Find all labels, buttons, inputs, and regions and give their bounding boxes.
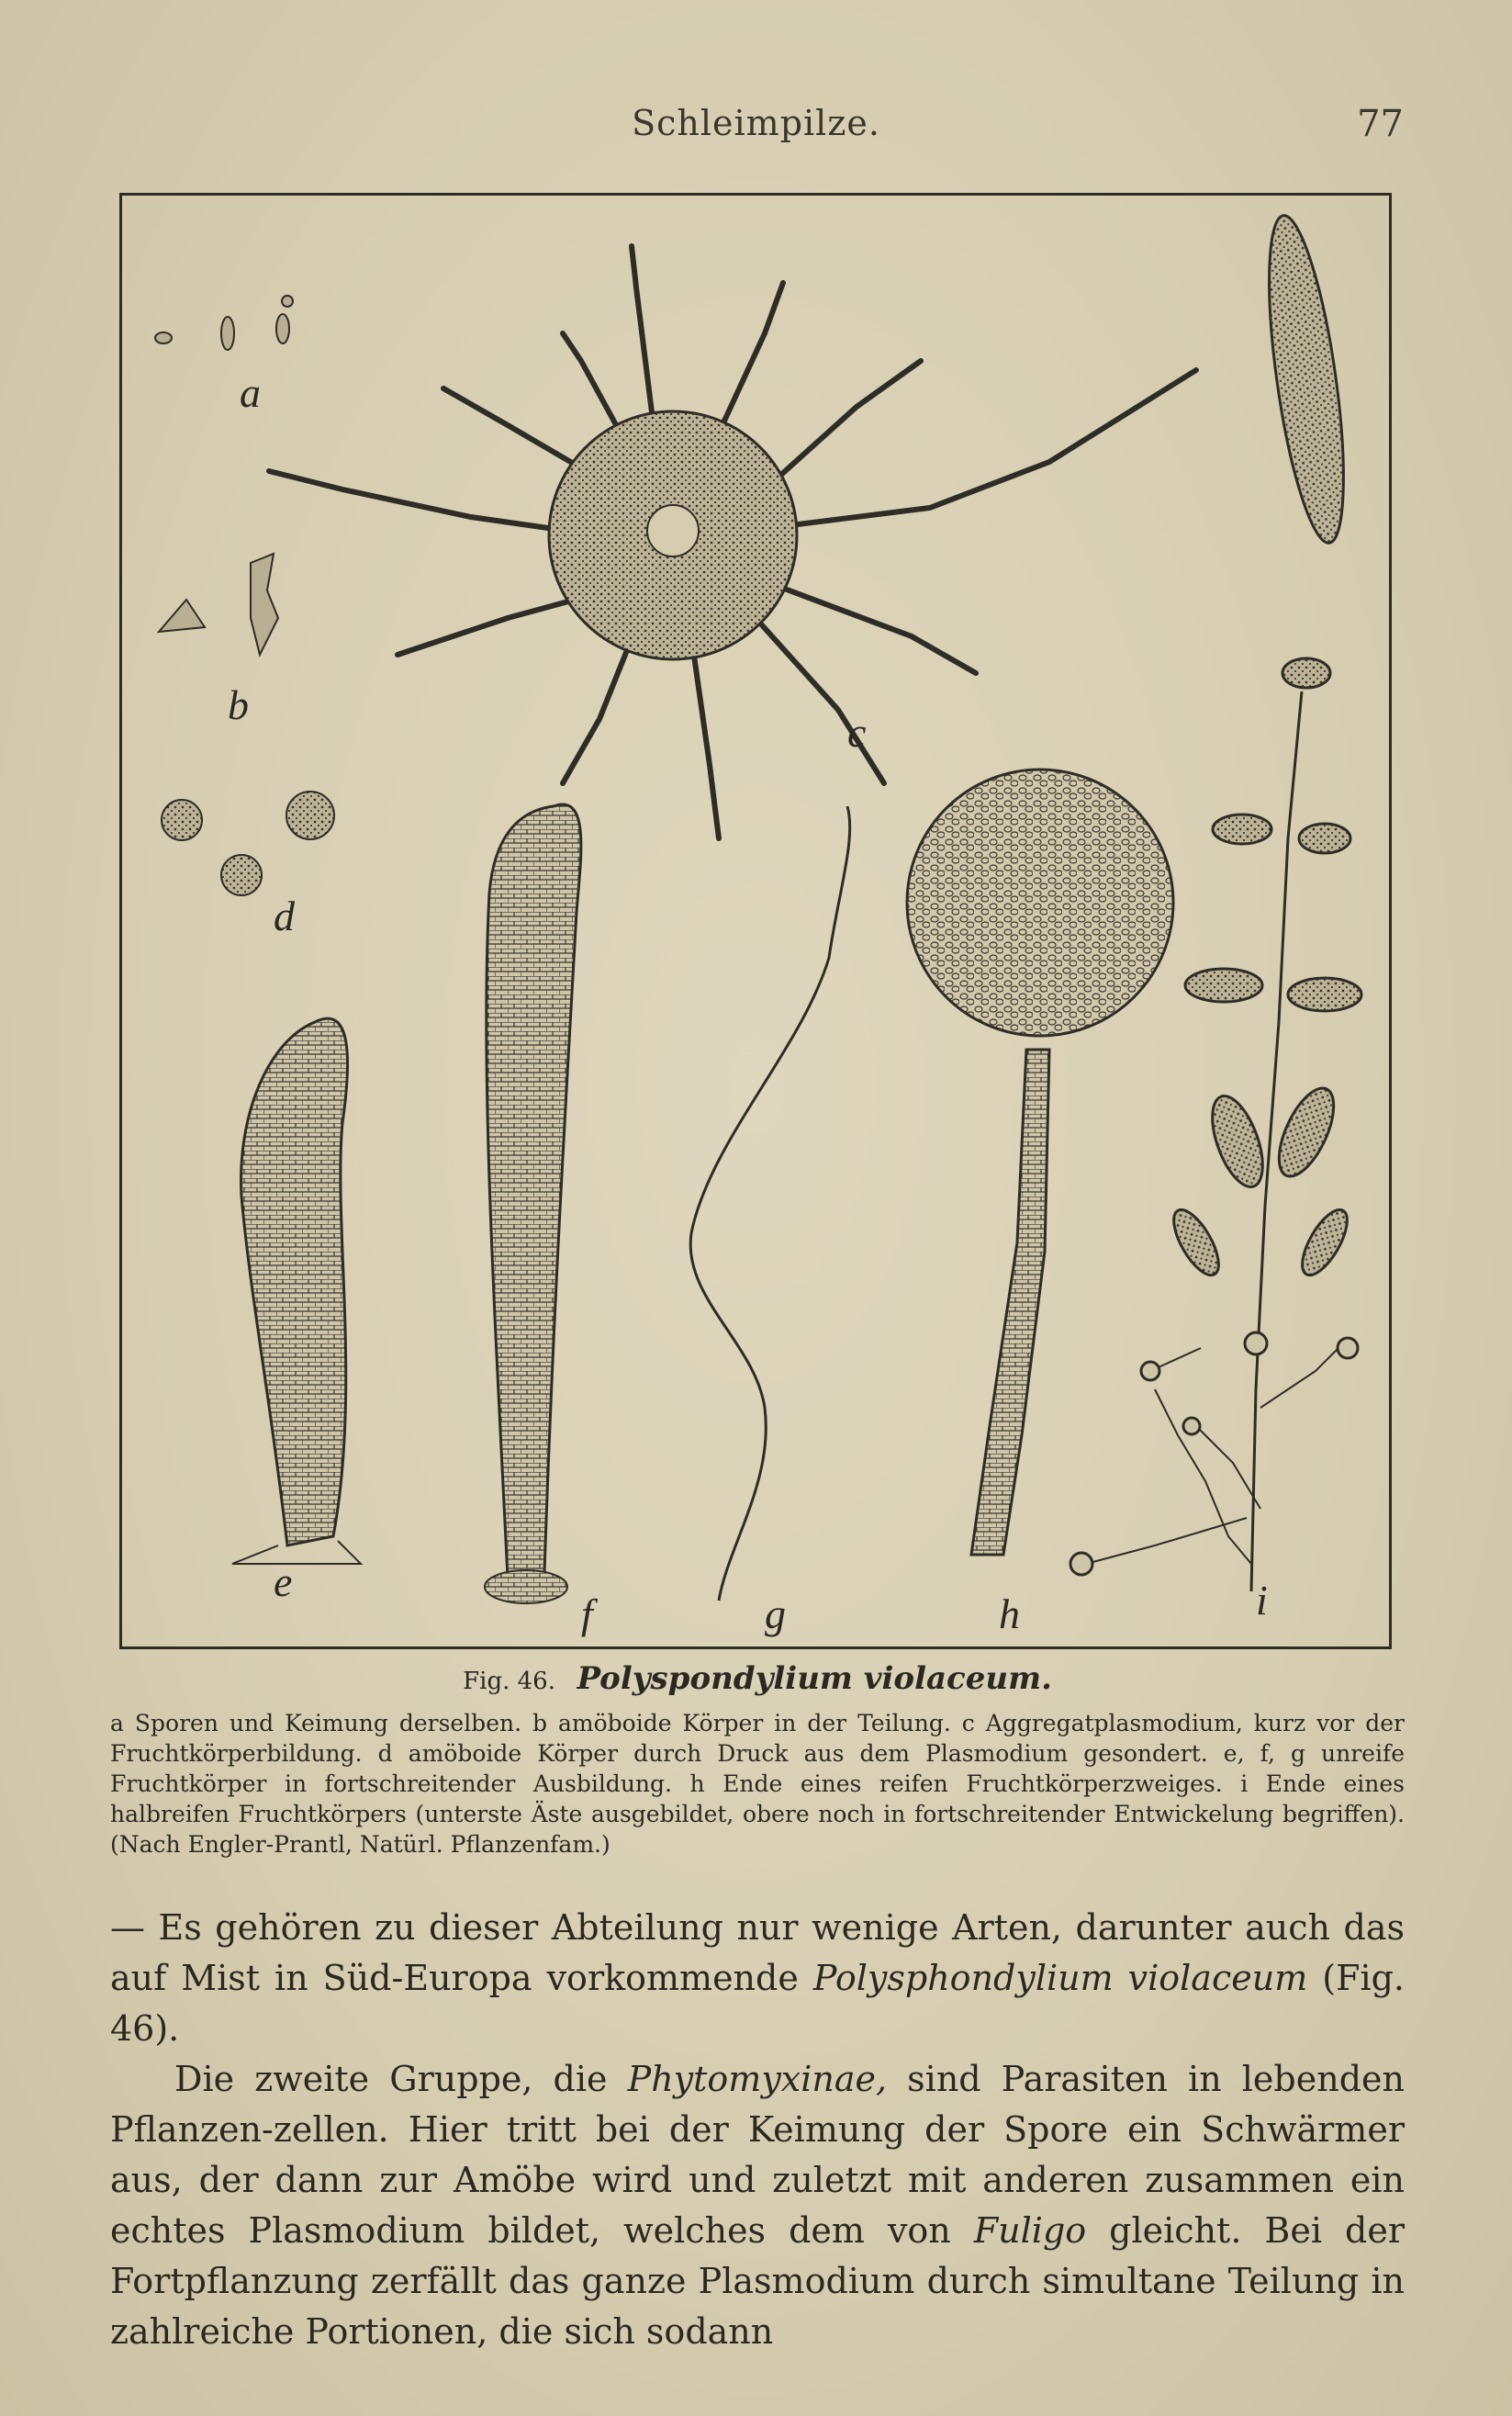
figure-drawing — [122, 196, 1389, 1646]
caption-fig-label: Fig. 46. — [463, 1668, 555, 1695]
amoebae-d-drawing — [162, 792, 334, 895]
label-h: h — [999, 1590, 1020, 1637]
page-number: 77 — [1357, 103, 1404, 145]
running-head — [0, 103, 1512, 158]
label-f: f — [581, 1590, 593, 1637]
body-text — [110, 1903, 1405, 2357]
caption-title — [110, 1660, 1405, 1697]
label-d: d — [274, 893, 295, 939]
fruiting-body-h-drawing — [907, 770, 1173, 1555]
label-a: a — [240, 369, 261, 416]
paragraph-1: — Es gehören zu dieser Abteilung nur wenige Arten, darunter auch das auf Mist in Süd-Europa vorkommende Polysphondylium violaceum (Fig. 46). — [110, 1907, 1406, 2049]
spores-a-drawing — [155, 296, 293, 350]
running-title: Schleimpilze. — [632, 103, 880, 143]
label-c: c — [847, 709, 867, 756]
figure-illustration — [119, 193, 1392, 1649]
paragraph-2: Die zweite Gruppe, die Phytomyxinae, sind Parasiten in lebenden Pflanzen-zellen. Hier tritt bei der Keimung der Spore ein Schwärmer aus, der dann zur Amöbe wird und zuletzt mit anderen zusammen ein echtes Plasmodium bildet, welches dem von Fuligo gleicht. Bei der Fortpflanzung zerfällt das ganze Plasmodium durch simultane Teilung in zahlreiche Portionen, die sich sodann — [110, 2059, 1405, 2352]
caption-species: Polyspondylium violaceum. — [577, 1660, 1052, 1697]
amoebae-b-drawing — [159, 554, 278, 655]
fruiting-body-g-drawing — [690, 806, 850, 1601]
label-i: i — [1256, 1577, 1268, 1624]
caption-text: a Sporen und Keimung derselben. b amöboide Körper in der Teilung. c Aggregatplasmodium, kurz vor der Fruchtkörperbildung. d amöboide Körper durch Druck aus dem Plasmodium gesondert. e, f, g unreife Fruchtkörper in fortschreitender Ausbildung. h Ende eines reifen Fruchtkörperzweiges. i Ende eines halbreifen Fruchtkörpers (unterste Äste ausgebildet, obere noch in fortschreitender Entwickelung begriffen). (Nach Engler-Prantl, Natürl. Pflanzenfam.) — [110, 1710, 1405, 1858]
label-b: b — [228, 681, 249, 728]
label-g: g — [765, 1590, 786, 1637]
figure-caption — [110, 1660, 1405, 1860]
fruiting-body-f-drawing — [485, 804, 581, 1603]
fruiting-body-e-drawing — [232, 1018, 361, 1564]
label-e: e — [274, 1558, 293, 1605]
